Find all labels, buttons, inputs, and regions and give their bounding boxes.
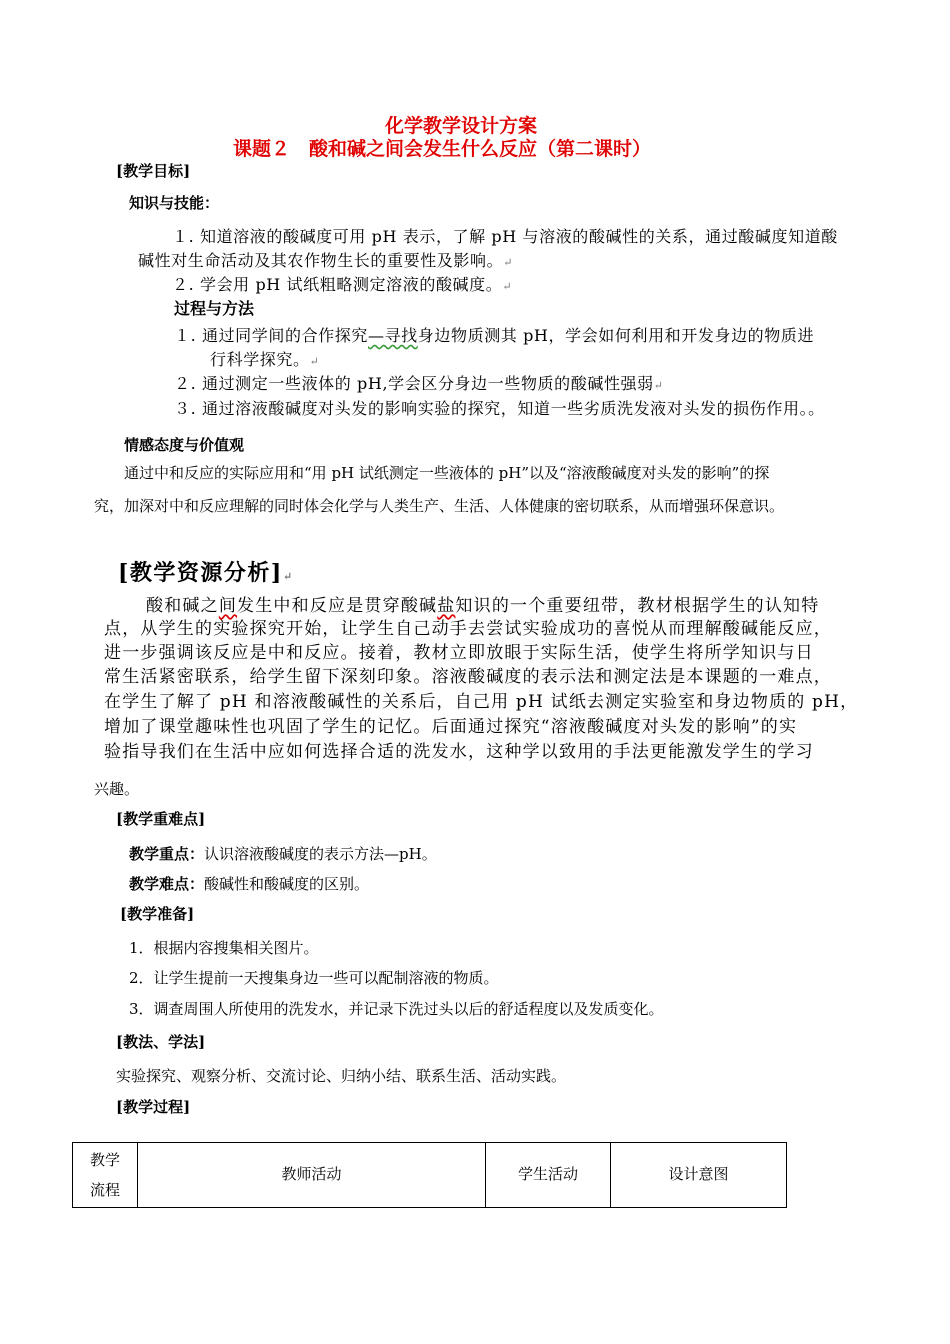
knowledge-item-2 (172, 272, 512, 295)
table-header-row (73, 1143, 787, 1208)
document-title: 化学教学设计方案 (385, 115, 538, 137)
difficulty-text: 酸碱性和酸碱度的区别。 (204, 875, 370, 893)
resources-heading (118, 556, 294, 587)
methods-heading: [教法、学法] (116, 1033, 206, 1051)
knowledge-skills-heading: 知识与技能： (129, 194, 220, 212)
resources-line-1-e: 知识的一个重要纽带，教材根据学生的认知特 (455, 596, 820, 616)
resources-heading-text: [教学资源分析] (118, 560, 283, 586)
resources-line-6: 增加了课堂趣味性也巩固了学生的记忆。后面通过探究“溶液酸碱度对头发的影响”的实 (104, 717, 798, 737)
preparation-item-2: 2．让学生提前一天搜集身边一些可以配制溶液的物质。 (129, 969, 499, 987)
objectives-heading: [教学目标] (116, 162, 191, 180)
process-item-1-text-c: 身边物质测其 pH，学会如何利用和开发身边的物质进 (417, 326, 815, 345)
process-item-3: ３. 通过溶液酸碱度对头发的影响实验的探究，知道一些劣质洗发液对头发的损伤作用。。 (174, 399, 825, 418)
table-header-teacher: 教师活动 (138, 1143, 486, 1208)
table-header-flow-line-2: 流程 (89, 1181, 120, 1199)
attitude-line-1: 通过中和反应的实际应用和“用 pH 试纸测定一些液体的 pH”以及“溶液酸碱度对头发的影响”的探 (124, 464, 770, 482)
knowledge-item-1-line-2 (138, 248, 513, 271)
table-header-flow (73, 1143, 138, 1208)
preparation-heading: [教学准备] (120, 905, 195, 923)
difficulty-label: 教学难点： (129, 875, 205, 893)
focus-line (129, 843, 437, 864)
process-method-heading: 过程与方法 (174, 299, 255, 318)
table-header-flow-line-1: 教学 (89, 1151, 120, 1169)
process-item-1-line-2-text: 行科学探究。 (210, 350, 310, 369)
key-points-heading: [教学重难点] (116, 810, 206, 828)
return-mark: ↵ (653, 379, 664, 392)
attitude-line-2: 究，加深对中和反应理解的同时体会化学与人类生产、生活、人体健康的密切联系，从而增强环保意识。 (94, 497, 785, 515)
preparation-item-1: 1．根据内容搜集相关图片。 (129, 939, 319, 957)
resources-line-1-a: 酸和碱之 (146, 596, 219, 616)
return-mark: ↵ (309, 355, 320, 368)
focus-text: 认识溶液酸碱度的表示方法—pH。 (204, 845, 437, 863)
resources-line-3: 进一步强调该反应是中和反应。接着，教材立即放眼于实际生活，使学生将所学知识与日 (104, 643, 814, 663)
return-mark: ↵ (282, 570, 294, 583)
methods-text: 实验探究、观察分析、交流讨论、归纳小结、联系生活、活动实践。 (116, 1067, 567, 1085)
resources-line-1-b: 间 (218, 596, 238, 616)
knowledge-item-2-text: ２. 学会用 pH 试纸粗略测定溶液的酸碱度。 (172, 275, 503, 294)
resources-line-5: 在学生了解了 pH 和溶液酸碱性的关系后，自己用 pH 试纸去测定实验室和身边物质的 pH， (104, 692, 859, 712)
resources-line-4: 常生活紧密联系，给学生留下深刻印象。溶液酸碱度的表示法和测定法是本课题的一难点， (104, 667, 832, 687)
process-item-1-line-1 (174, 323, 814, 346)
teaching-process-table (72, 1142, 787, 1208)
knowledge-item-1-line-2-text: 碱性对生命活动及其农作物生长的重要性及影响。 (138, 251, 504, 270)
process-item-1-line-2 (210, 347, 319, 370)
resources-line-1-c: 发生中和反应是贯穿酸碱 (237, 596, 438, 616)
resources-line-7: 验指导我们在生活中应如何选择合适的洗发水，这种学以致用的手法更能激发学生的学习 (104, 742, 814, 762)
attitude-heading: 情感态度与价值观 (124, 436, 245, 454)
table-header-student: 学生活动 (486, 1143, 611, 1208)
return-mark: ↵ (503, 256, 514, 269)
preparation-item-3: 3．调查周围人所使用的洗发水，并记录下洗过头以后的舒适程度以及发质变化。 (129, 1000, 664, 1018)
process-heading: [教学过程] (116, 1098, 191, 1116)
resources-line-1-d: 盐 (437, 596, 456, 616)
knowledge-item-1-line-1: １. 知道溶液的酸碱度可用 pH 表示，了解 pH 与溶液的酸碱性的关系，通过酸碱度知道酸 (172, 227, 838, 246)
return-mark: ↵ (502, 280, 513, 293)
resources-line-8: 兴趣。 (94, 780, 140, 798)
lesson-subtitle: 课题２ 酸和碱之间会发生什么反应（第二课时） (233, 138, 652, 160)
focus-label: 教学重点： (129, 845, 205, 863)
process-item-1-text-b: —寻找 (367, 326, 418, 345)
resources-line-1 (146, 591, 819, 616)
difficulty-line (129, 873, 369, 894)
process-item-2-text: ２. 通过测定一些液体的 pH,学会区分身边一些物质的酸碱性强弱 (174, 374, 654, 393)
table-header-intent: 设计意图 (611, 1143, 787, 1208)
process-item-1-text-a: １. 通过同学间的合作探究 (174, 326, 368, 345)
process-item-2 (174, 371, 664, 394)
resources-line-2: 点，从学生的实验探究开始，让学生自己动手去尝试实验成功的喜悦从而理解酸碱能反应， (104, 619, 832, 639)
